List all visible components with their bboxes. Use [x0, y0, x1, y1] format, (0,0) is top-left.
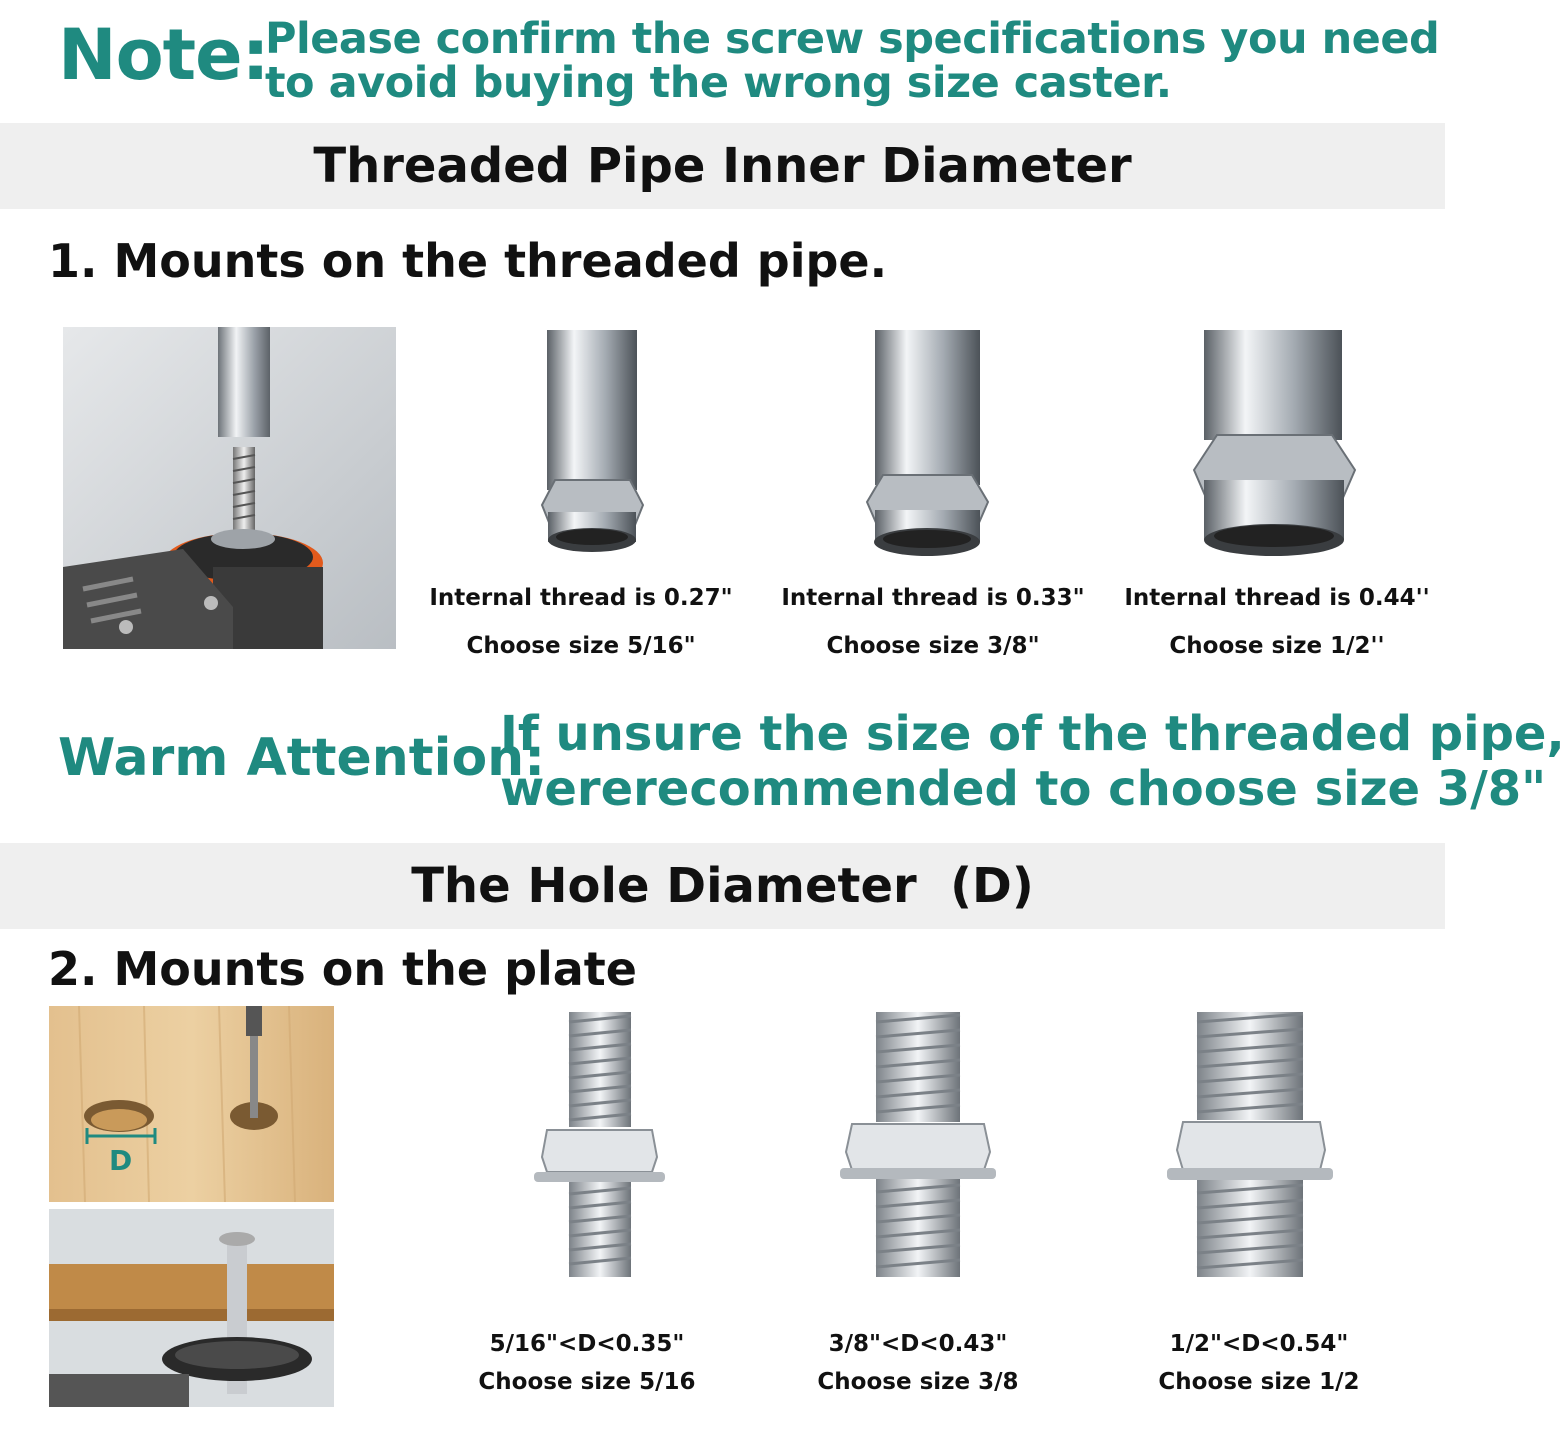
- range-caption-3-8: 3/8"<D<0.43": [828, 1331, 1008, 1357]
- thread-caption-3-8: Internal thread is 0.33": [781, 585, 1085, 611]
- bolt-1-2-image: [1165, 1012, 1335, 1281]
- step-title-plate: 2. Mounts on the plate: [48, 942, 637, 996]
- thread-caption-1-2: Internal thread is 0.44'': [1124, 585, 1430, 611]
- bolt-5-16-image: [532, 1012, 667, 1281]
- drilled-wood-photo: [49, 1006, 334, 1202]
- thread-caption-5-16: Internal thread is 0.27": [429, 585, 733, 611]
- size-caption-plate-1-2: Choose size 1/2: [1158, 1369, 1360, 1395]
- step-title-threaded-pipe: 1. Mounts on the threaded pipe.: [48, 234, 888, 288]
- bolt-3-8-image: [838, 1012, 998, 1281]
- range-caption-5-16: 5/16"<D<0.35": [489, 1331, 685, 1357]
- pipe-3-8-image: [865, 330, 990, 564]
- size-caption-plate-5-16: Choose size 5/16: [478, 1369, 696, 1395]
- note-line-2: to avoid buying the wrong size caster.: [265, 58, 1172, 108]
- caster-pipe-photo: [63, 327, 396, 649]
- caster-plate-photo: [49, 1209, 334, 1407]
- size-caption-3-8: Choose size 3/8": [826, 633, 1040, 659]
- size-caption-1-2: Choose size 1/2'': [1169, 633, 1385, 659]
- section-band-threaded-pipe: Threaded Pipe Inner Diameter: [0, 123, 1445, 209]
- note-line-1: Please confirm the screw specifications you need: [265, 14, 1440, 64]
- pipe-5-16-image: [540, 330, 645, 559]
- attention-line-1: If unsure the size of the threaded pipe,: [500, 706, 1565, 762]
- attention-line-2: wererecommended to choose size 3/8": [500, 761, 1547, 817]
- range-caption-1-2: 1/2"<D<0.54": [1169, 1331, 1349, 1357]
- size-caption-plate-3-8: Choose size 3/8: [817, 1369, 1019, 1395]
- hole-diameter-label: D: [109, 1144, 133, 1177]
- size-caption-5-16: Choose size 5/16": [466, 633, 696, 659]
- attention-label: Warm Attention:: [58, 728, 545, 788]
- pipe-1-2-image: [1192, 330, 1357, 564]
- section-band-hole-diameter: The Hole Diameter (D): [0, 843, 1445, 929]
- note-label: Note:: [58, 14, 269, 96]
